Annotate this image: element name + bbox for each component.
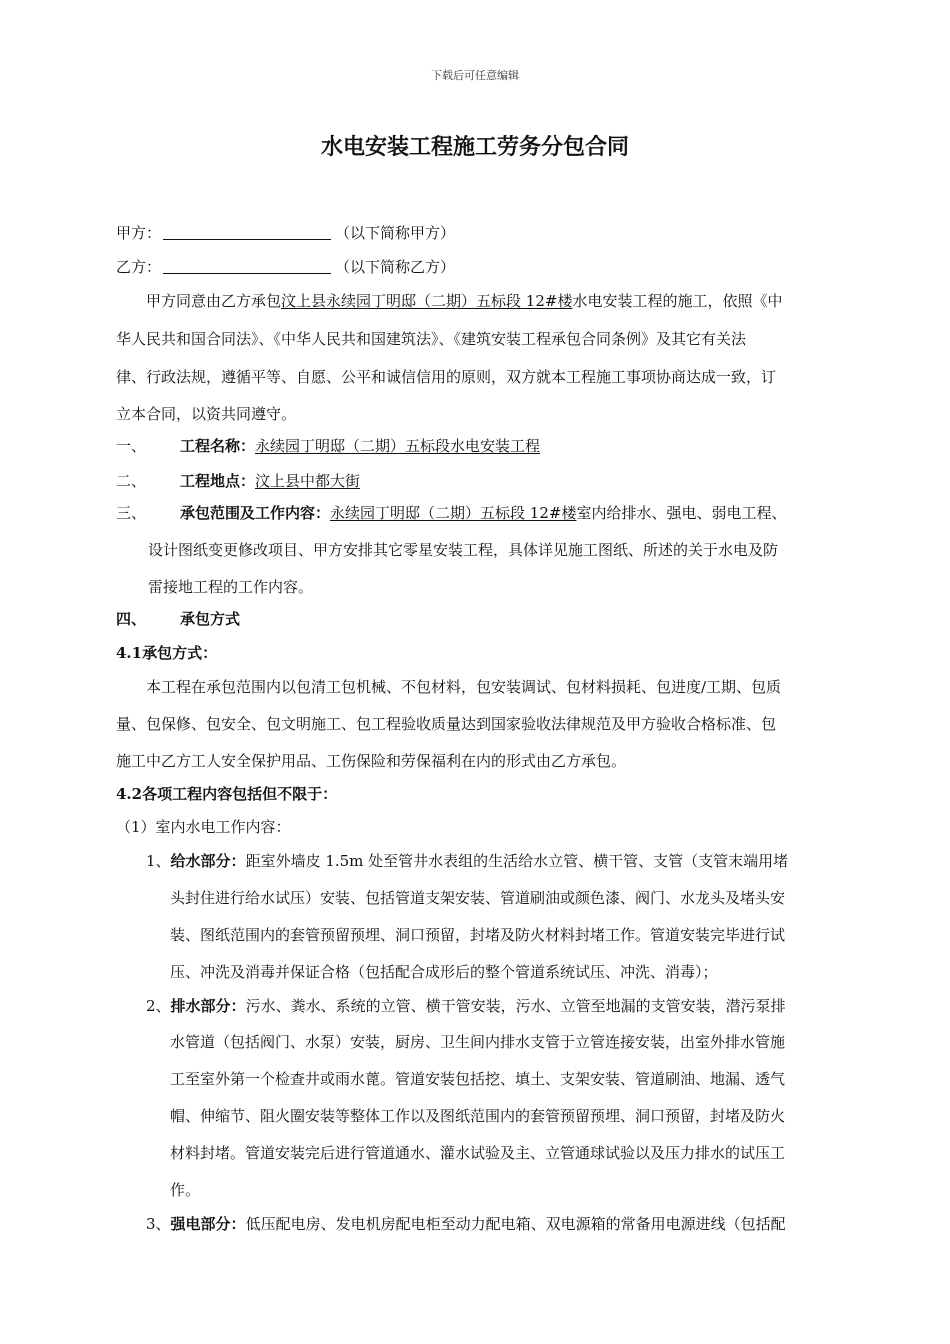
item-2-line-6: 作。 bbox=[170, 1181, 201, 1199]
section-2 bbox=[116, 471, 360, 491]
item-1-line-3: 装、图纸范围内的套管预留预埋、洞口预留，封堵及防火材料封堵工作。管道安装完毕进行试 bbox=[170, 926, 786, 944]
item-2-line-2: 水管道（包括阀门、水泵）安装，厨房、卫生间内排水支管于立管连接安装，出室外排水管施 bbox=[170, 1033, 786, 1051]
item-2-line-3: 工至室外第一个检查井或雨水蓖。管道安装包括挖、填土、支架安装、管道刷油、地漏、透气 bbox=[170, 1070, 786, 1088]
subsection-4-2-sub-1: （1）室内水电工作内容： bbox=[116, 818, 291, 836]
item-2-line-1 bbox=[146, 996, 786, 1016]
item-2-line-5: 材料封堵。管道安装完后进行管道通水、灌水试验及主、立管通球试验以及压力排水的试压工 bbox=[170, 1144, 786, 1162]
item-label: 强电部分： bbox=[170, 1215, 246, 1233]
party-a-line bbox=[116, 223, 455, 243]
party-a-blank[interactable] bbox=[163, 225, 331, 240]
party-b-blank[interactable] bbox=[163, 259, 331, 274]
section-1 bbox=[116, 436, 540, 456]
subsection-4-2-heading: 4.2各项工程内容包括但不限于： bbox=[116, 785, 338, 803]
intro-line-1 bbox=[146, 291, 782, 311]
subsection-4-1-line-1: 本工程在承包范围内以包清工包机械、不包材料，包安装调试、包材料损耗、包进度/工期、包质 bbox=[146, 678, 782, 696]
party-b-label: 乙方： bbox=[116, 258, 162, 276]
intro-line-4: 立本合同，以资共同遵守。 bbox=[116, 405, 297, 423]
item-number: 2、 bbox=[146, 997, 171, 1015]
section-label: 工程名称： bbox=[180, 437, 256, 455]
scope-project-name: 永续园丁明邸（二期）五标段 12#楼 bbox=[330, 504, 577, 522]
item-text: 污水、粪水、系统的立管、横干管安装，污水、立管至地漏的支管安装，潜污泵排 bbox=[245, 997, 786, 1015]
item-number: 1、 bbox=[146, 852, 171, 870]
project-location-value: 汶上县中都大街 bbox=[255, 472, 361, 490]
section-number: 四、 bbox=[116, 610, 147, 628]
item-label: 排水部分： bbox=[170, 997, 246, 1015]
item-1-line-4: 压、冲洗及消毒并保证合格（包括配合成形后的整个管道系统试压、冲洗、消毒）； bbox=[170, 963, 718, 981]
section-number: 一、 bbox=[116, 437, 147, 455]
party-b-note: （以下简称乙方） bbox=[335, 258, 456, 276]
page-header: 下载后可任意编辑 bbox=[431, 69, 519, 82]
contract-title: 水电安装工程施工劳务分包合同 bbox=[320, 134, 629, 160]
project-name-value: 永续园丁明邸（二期）五标段水电安装工程 bbox=[255, 437, 541, 455]
section-label: 工程地点： bbox=[180, 472, 256, 490]
intro-project-name: 汶上县永续园丁明邸（二期）五标段 12#楼 bbox=[281, 292, 573, 310]
subsection-4-1-heading: 4.1承包方式： bbox=[116, 644, 218, 662]
intro-text: 甲方同意由乙方承包 bbox=[146, 292, 282, 310]
section-label: 承包范围及工作内容： bbox=[180, 504, 331, 522]
section-3-line-3: 雷接地工程的工作内容。 bbox=[148, 578, 314, 596]
section-3 bbox=[116, 503, 786, 523]
section-label: 承包方式 bbox=[180, 610, 241, 628]
item-text: 距室外墙皮 1.5m 处至管井水表组的生活给水立管、横干管、支管（支管末端用堵 bbox=[245, 852, 789, 870]
party-a-label: 甲方： bbox=[116, 224, 162, 242]
section-4 bbox=[116, 609, 240, 629]
scope-text: 室内给排水、强电、弱电工程、 bbox=[576, 504, 787, 522]
item-3-line-1 bbox=[146, 1214, 786, 1234]
item-1-line-1 bbox=[146, 851, 788, 871]
intro-line-2: 华人民共和国合同法》、《中华人民共和国建筑法》、《建筑安装工程承包合同条例》及其它有关法 bbox=[116, 330, 747, 348]
item-number: 3、 bbox=[146, 1215, 171, 1233]
intro-text: 水电安装工程的施工，依照《中 bbox=[572, 292, 783, 310]
section-number: 二、 bbox=[116, 472, 147, 490]
subsection-4-1-line-3: 施工中乙方工人安全保护用品、工伤保险和劳保福利在内的形式由乙方承包。 bbox=[116, 752, 627, 770]
section-3-line-2: 设计图纸变更修改项目、甲方安排其它零星安装工程，具体详见施工图纸、所述的关于水电及防 bbox=[148, 541, 779, 559]
party-a-note: （以下简称甲方） bbox=[335, 224, 456, 242]
item-2-line-4: 帽、伸缩节、阻火圈安装等整体工作以及图纸范围内的套管预留预埋、洞口预留，封堵及防火 bbox=[170, 1107, 786, 1125]
section-number: 三、 bbox=[116, 504, 147, 522]
subsection-4-1-line-2: 量、包保修、包安全、包文明施工、包工程验收质量达到国家验收法律规范及甲方验收合格标准、包 bbox=[116, 715, 777, 733]
item-label: 给水部分： bbox=[170, 852, 246, 870]
party-b-line bbox=[116, 257, 455, 277]
intro-line-3: 律、行政法规，遵循平等、自愿、公平和诚信信用的原则，双方就本工程施工事项协商达成一致，订 bbox=[116, 368, 777, 386]
item-1-line-2: 头封住进行给水试压）安装、包括管道支架安装、管道刷油或颜色漆、阀门、水龙头及堵头安 bbox=[170, 889, 786, 907]
item-text: 低压配电房、发电机房配电柜至动力配电箱、双电源箱的常备用电源进线（包括配 bbox=[245, 1215, 786, 1233]
